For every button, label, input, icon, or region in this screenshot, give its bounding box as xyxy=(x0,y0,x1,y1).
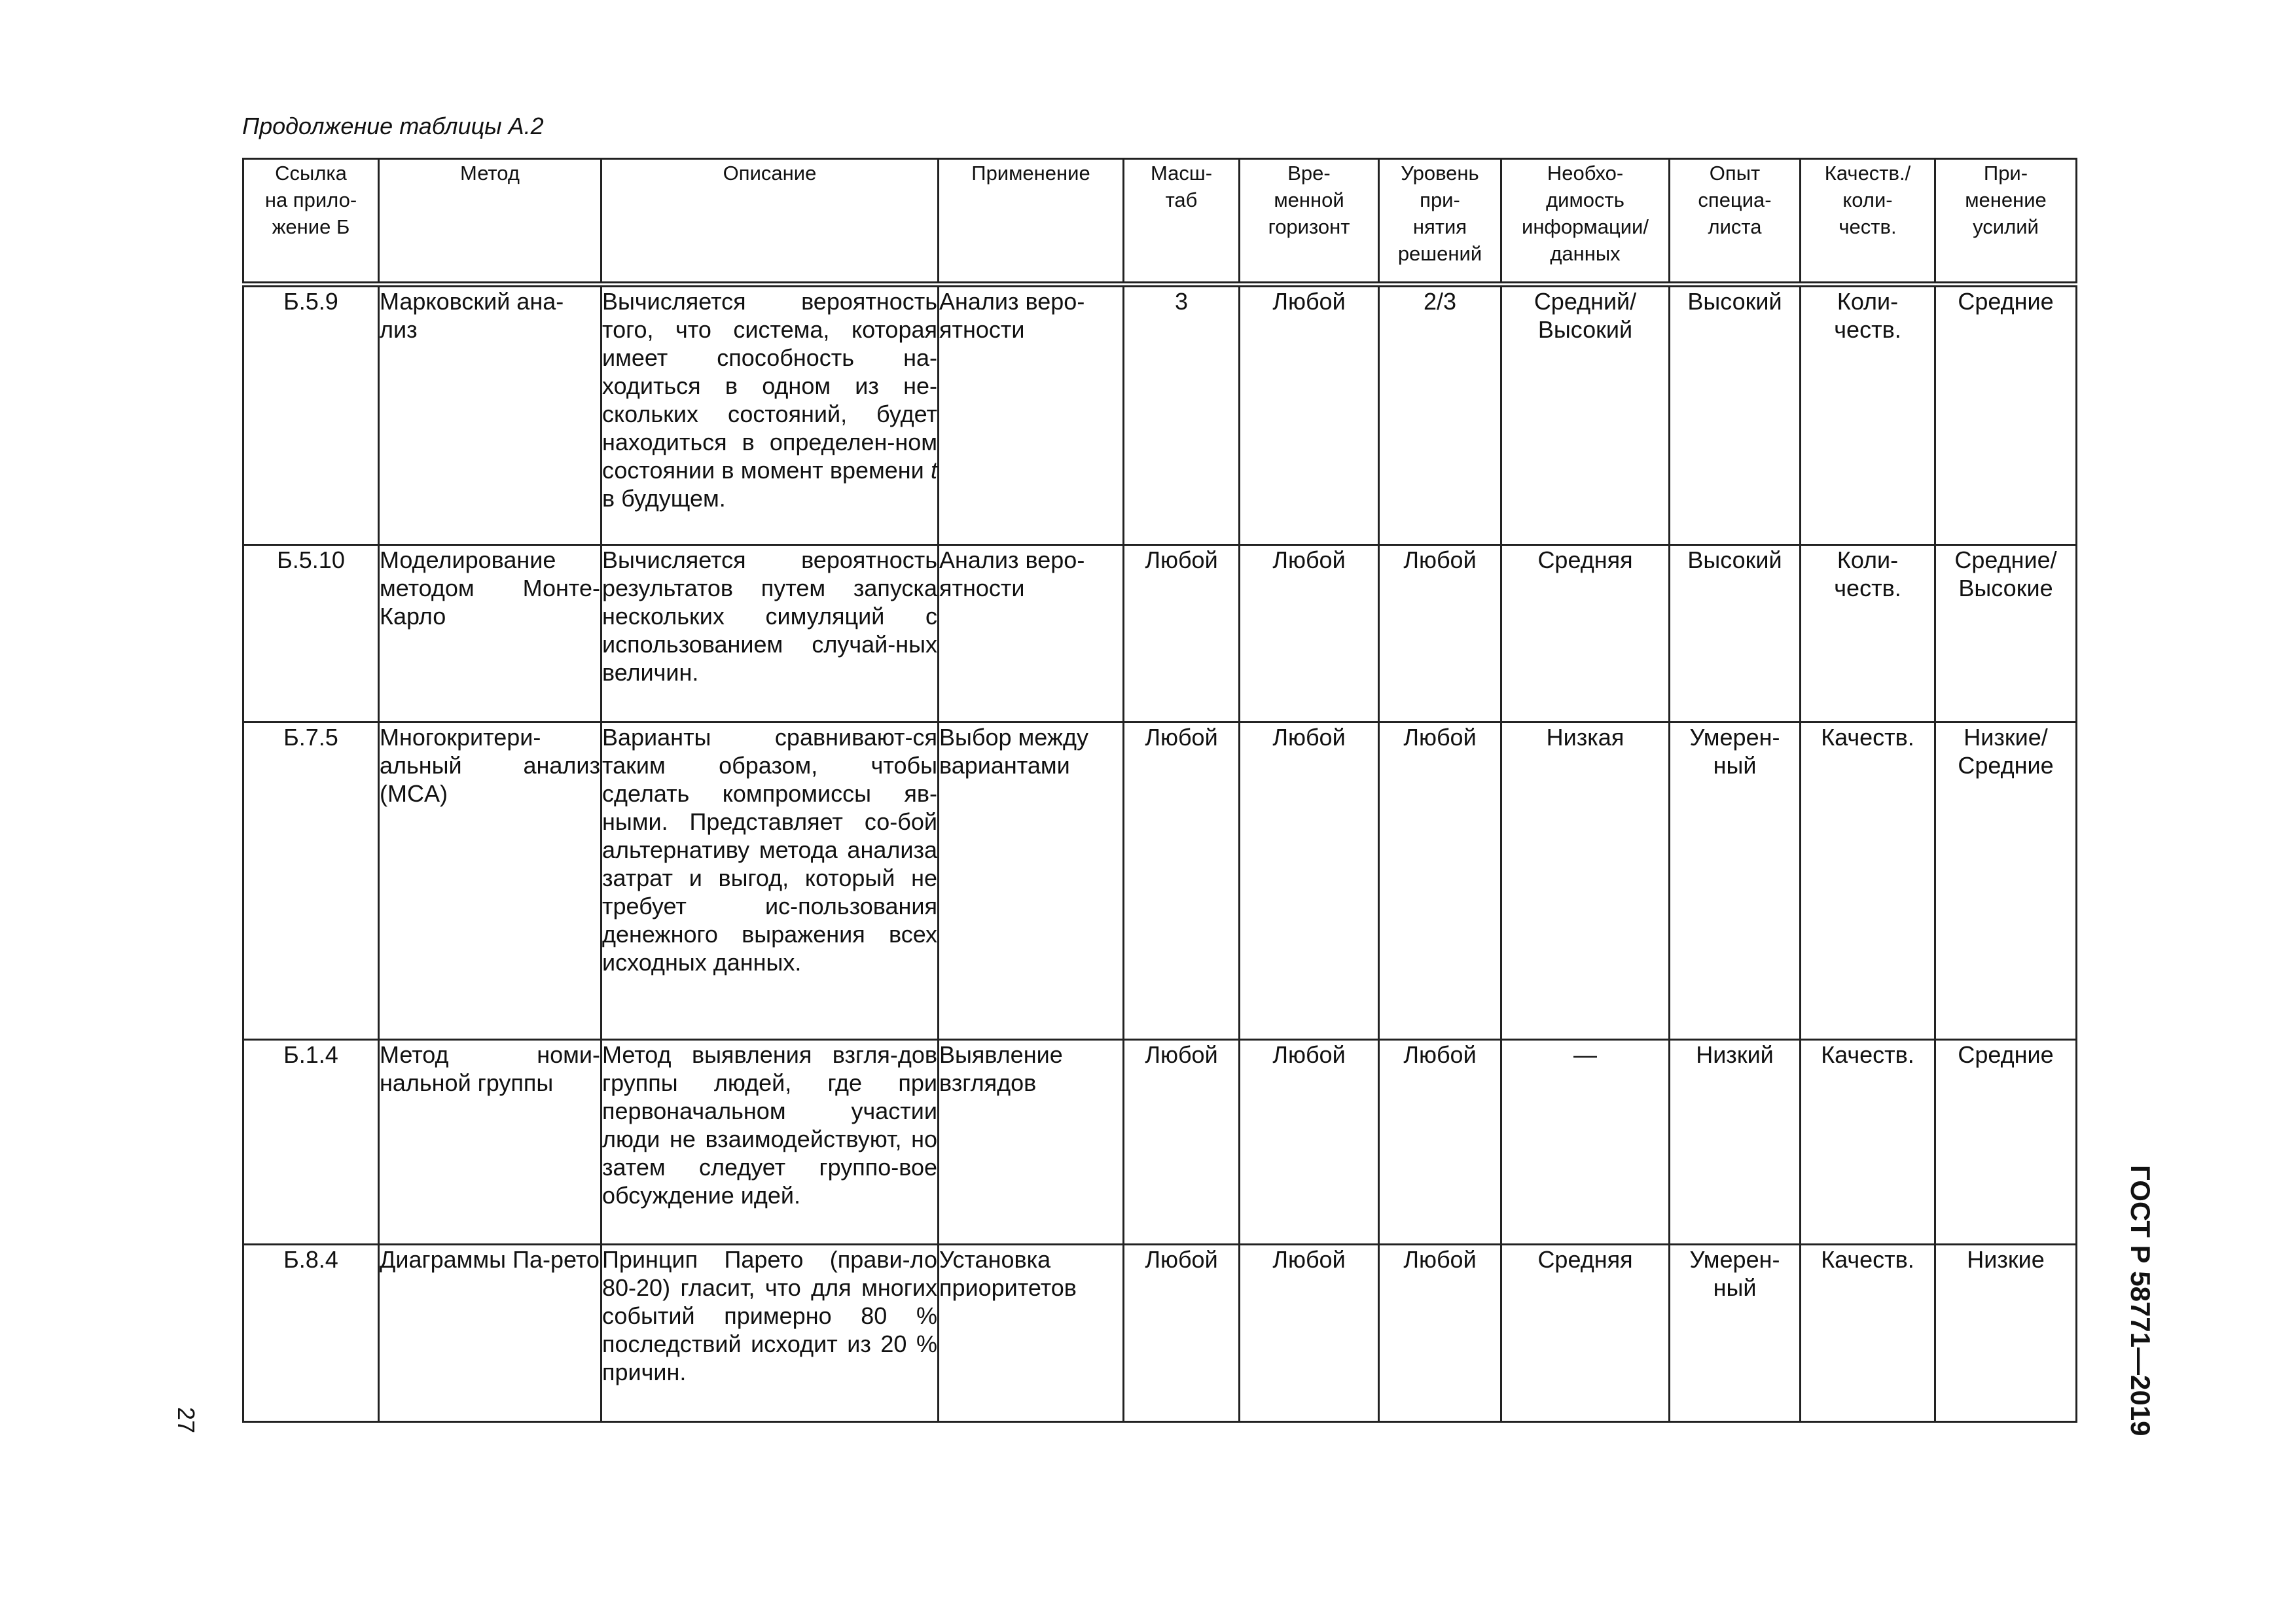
description-text: Вычисляется вероятность того, что система, которая имеет способность на-ходиться в одном из не-скольких состояний, будет находиться в определен-ном состоянии в момент времени xyxy=(602,288,937,484)
cell-reference: Б.5.9 xyxy=(243,285,379,545)
cell-description xyxy=(601,285,939,545)
description-variable: t xyxy=(930,457,937,484)
cell-decision-level: 2/3 xyxy=(1379,285,1501,545)
header-time-horizon: Вре- менной горизонт xyxy=(1240,159,1379,285)
cell-info-need: Средняя xyxy=(1501,1245,1670,1422)
header-decision-level: Уровень при- нятия решений xyxy=(1379,159,1501,285)
cell-expertise: Высокий xyxy=(1670,545,1801,722)
cell-application: Установка приоритетов xyxy=(939,1245,1124,1422)
standard-code: ГОСТ Р 58771—2019 xyxy=(2125,1165,2156,1436)
header-method: Метод xyxy=(379,159,601,285)
cell-qual-quant: Коли- честв. xyxy=(1801,285,1935,545)
cell-info-need: Средний/ Высокий xyxy=(1501,285,1670,545)
cell-info-need: — xyxy=(1501,1040,1670,1245)
cell-expertise: Умерен- ный xyxy=(1670,722,1801,1040)
cell-reference: Б.1.4 xyxy=(243,1040,379,1245)
cell-info-need: Средняя xyxy=(1501,545,1670,722)
header-description: Описание xyxy=(601,159,939,285)
page-number: 27 xyxy=(173,1407,200,1434)
cell-decision-level: Любой xyxy=(1379,545,1501,722)
table-row xyxy=(243,1040,2077,1245)
cell-effort: Низкие xyxy=(1935,1245,2077,1422)
cell-decision-level: Любой xyxy=(1379,1040,1501,1245)
table-row xyxy=(243,545,2077,722)
description-text-end: в будущем. xyxy=(602,485,726,512)
cell-expertise: Умерен- ный xyxy=(1670,1245,1801,1422)
cell-reference: Б.8.4 xyxy=(243,1245,379,1422)
cell-method: Метод номи-нальной группы xyxy=(379,1040,601,1245)
cell-effort: Средние/ Высокие xyxy=(1935,545,2077,722)
header-info-need: Необхо- димость информации/ данных xyxy=(1501,159,1670,285)
cell-reference: Б.5.10 xyxy=(243,545,379,722)
cell-time-horizon: Любой xyxy=(1240,1040,1379,1245)
cell-method: Марковский ана- лиз xyxy=(379,285,601,545)
table-header-row xyxy=(243,159,2077,285)
table-row xyxy=(243,722,2077,1040)
cell-expertise: Высокий xyxy=(1670,285,1801,545)
header-application: Применение xyxy=(939,159,1124,285)
cell-qual-quant: Качеств. xyxy=(1801,722,1935,1040)
cell-scale: 3 xyxy=(1124,285,1240,545)
cell-time-horizon: Любой xyxy=(1240,285,1379,545)
table-row xyxy=(243,1245,2077,1422)
cell-qual-quant: Качеств. xyxy=(1801,1245,1935,1422)
cell-scale: Любой xyxy=(1124,1245,1240,1422)
cell-scale: Любой xyxy=(1124,722,1240,1040)
cell-description: Варианты сравнивают-ся таким образом, чтобы сделать компромиссы яв-ными. Представляет со-бой альтернативу метода анализа затрат и выгод, который не требует ис-пользования денежного выражения всех исходных данных. xyxy=(601,722,939,1040)
cell-decision-level: Любой xyxy=(1379,1245,1501,1422)
cell-qual-quant: Коли- честв. xyxy=(1801,545,1935,722)
cell-scale: Любой xyxy=(1124,1040,1240,1245)
cell-description: Принцип Парето (прави-ло 80-20) гласит, что для многих событий примерно 80 % последствий исходит из 20 % причин. xyxy=(601,1245,939,1422)
cell-method: Диаграммы Па-рето xyxy=(379,1245,601,1422)
cell-qual-quant: Качеств. xyxy=(1801,1040,1935,1245)
methods-table xyxy=(242,158,2077,1423)
cell-description: Вычисляется вероятность результатов путем запуска нескольких симуляций с использованием случай-ных величин. xyxy=(601,545,939,722)
cell-time-horizon: Любой xyxy=(1240,545,1379,722)
cell-scale: Любой xyxy=(1124,545,1240,722)
cell-application: Выявление взглядов xyxy=(939,1040,1124,1245)
header-scale: Масш- таб xyxy=(1124,159,1240,285)
header-reference: Ссылка на прило- жение Б xyxy=(243,159,379,285)
cell-application: Выбор между вариантами xyxy=(939,722,1124,1040)
cell-decision-level: Любой xyxy=(1379,722,1501,1040)
cell-description: Метод выявления взгля-дов группы людей, где при первоначальном участии люди не взаимодействуют, но затем следует группо-вое обсуждение идей. xyxy=(601,1040,939,1245)
cell-reference: Б.7.5 xyxy=(243,722,379,1040)
cell-info-need: Низкая xyxy=(1501,722,1670,1040)
cell-application: Анализ веро- ятности xyxy=(939,285,1124,545)
header-qual-quant: Качеств./ коли- честв. xyxy=(1801,159,1935,285)
cell-effort: Средние xyxy=(1935,285,2077,545)
cell-time-horizon: Любой xyxy=(1240,722,1379,1040)
cell-effort: Низкие/ Средние xyxy=(1935,722,2077,1040)
cell-method: Многокритери-альный анализ (MCA) xyxy=(379,722,601,1040)
cell-application: Анализ веро- ятности xyxy=(939,545,1124,722)
header-expertise: Опыт специа- листа xyxy=(1670,159,1801,285)
header-effort: При- менение усилий xyxy=(1935,159,2077,285)
table-row xyxy=(243,285,2077,545)
cell-effort: Средние xyxy=(1935,1040,2077,1245)
cell-time-horizon: Любой xyxy=(1240,1245,1379,1422)
cell-expertise: Низкий xyxy=(1670,1040,1801,1245)
table-caption: Продолжение таблицы А.2 xyxy=(242,113,544,139)
cell-method: Моделирование методом Монте-Карло xyxy=(379,545,601,722)
